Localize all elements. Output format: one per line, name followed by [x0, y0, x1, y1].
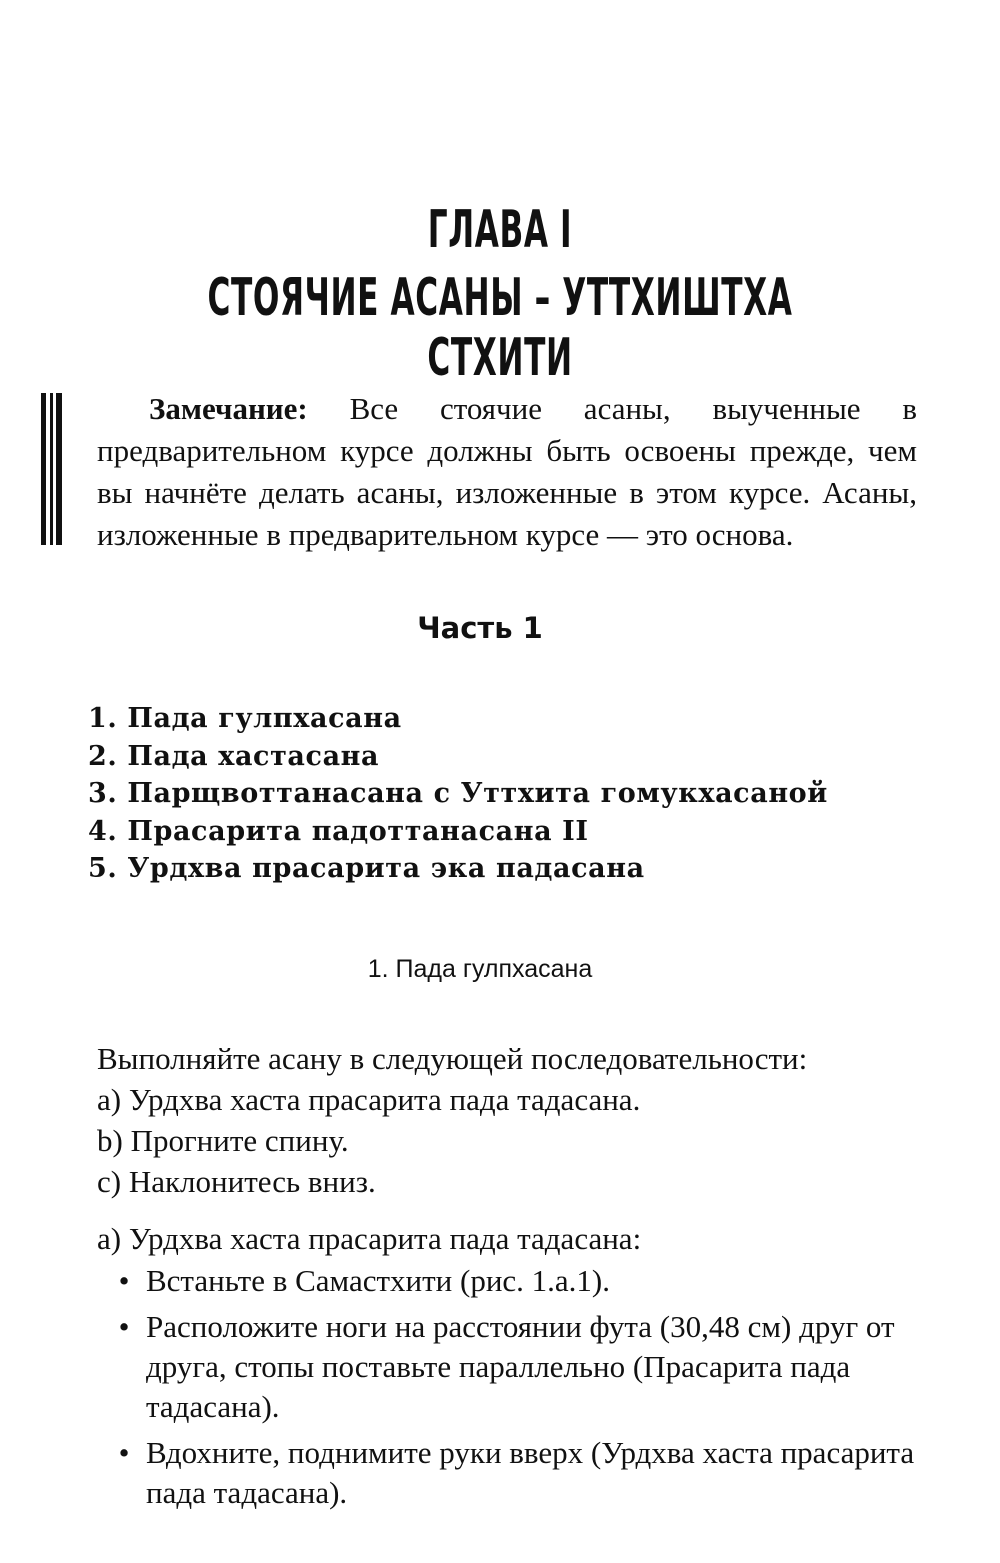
bullet-icon: • [118, 1435, 130, 1470]
side-bar [50, 393, 53, 545]
sequence-step: c) Наклонитесь вниз. [97, 1164, 376, 1199]
note-text: Все стоячие асаны, выученные в предварительном курсе должны быть освоены прежде, чем вы начнёте делать асаны, изложенные в этом курсе. Асаны, изложенные в предварительном курсе — это основа. [97, 391, 917, 552]
side-bar [56, 393, 62, 545]
chapter-label: ГЛАВА I [427, 200, 573, 260]
note-side-bars [41, 393, 63, 545]
asana-list-item: 1. Пада гулпхасана [88, 703, 402, 734]
instruction-text: Встаньте в Самастхити (рис. 1.a.1). [146, 1263, 611, 1298]
note-paragraph [97, 388, 917, 556]
bullet-icon: • [118, 1309, 130, 1344]
step-subheading: a) Урдхва хаста прасарита пада тадасана: [97, 1221, 642, 1256]
instruction-text: Вдохните, поднимите руки вверх (Урдхва хаста прасарита пада тадасана). [146, 1435, 915, 1510]
side-bar [41, 393, 46, 545]
instruction-bullet [112, 1307, 922, 1427]
instruction-text: Расположите ноги на расстоянии фута (30,48 см) друг от друга, стопы поставьте параллельно (Прасарита пада тадасана). [146, 1309, 895, 1424]
instruction-bullet [112, 1261, 922, 1301]
asana-list-item: 3. Парщвоттанасана с Уттхита гомукхасаной [88, 778, 828, 809]
instruction-bullet [112, 1433, 922, 1513]
asana-list-item: 2. Пада хастасана [88, 740, 380, 772]
asana-list-item: 4. Прасарита падоттанасана II [88, 815, 589, 847]
part-heading: Часть 1 [417, 611, 543, 645]
bullet-icon: • [118, 1263, 130, 1298]
sequence-step: b) Прогните спину. [97, 1123, 349, 1158]
sequence-steps [97, 1079, 640, 1202]
section-heading: 1. Пада гулпхасана [367, 955, 593, 983]
asana-list [88, 700, 828, 888]
asana-list-item: 5. Урдхва прасарита эка падасана [88, 853, 645, 884]
sequence-intro: Выполняйте асану в следующей последовательности: [97, 1041, 808, 1076]
instruction-bullets [112, 1261, 922, 1519]
sequence-step: a) Урдхва хаста прасарита пада тадасана. [97, 1082, 641, 1117]
note-label: Замечание: [149, 391, 308, 426]
chapter-subtitle: СТОЯЧИЕ АСАНЫ – УТТХИШТХА СТХИТИ [207, 268, 793, 388]
